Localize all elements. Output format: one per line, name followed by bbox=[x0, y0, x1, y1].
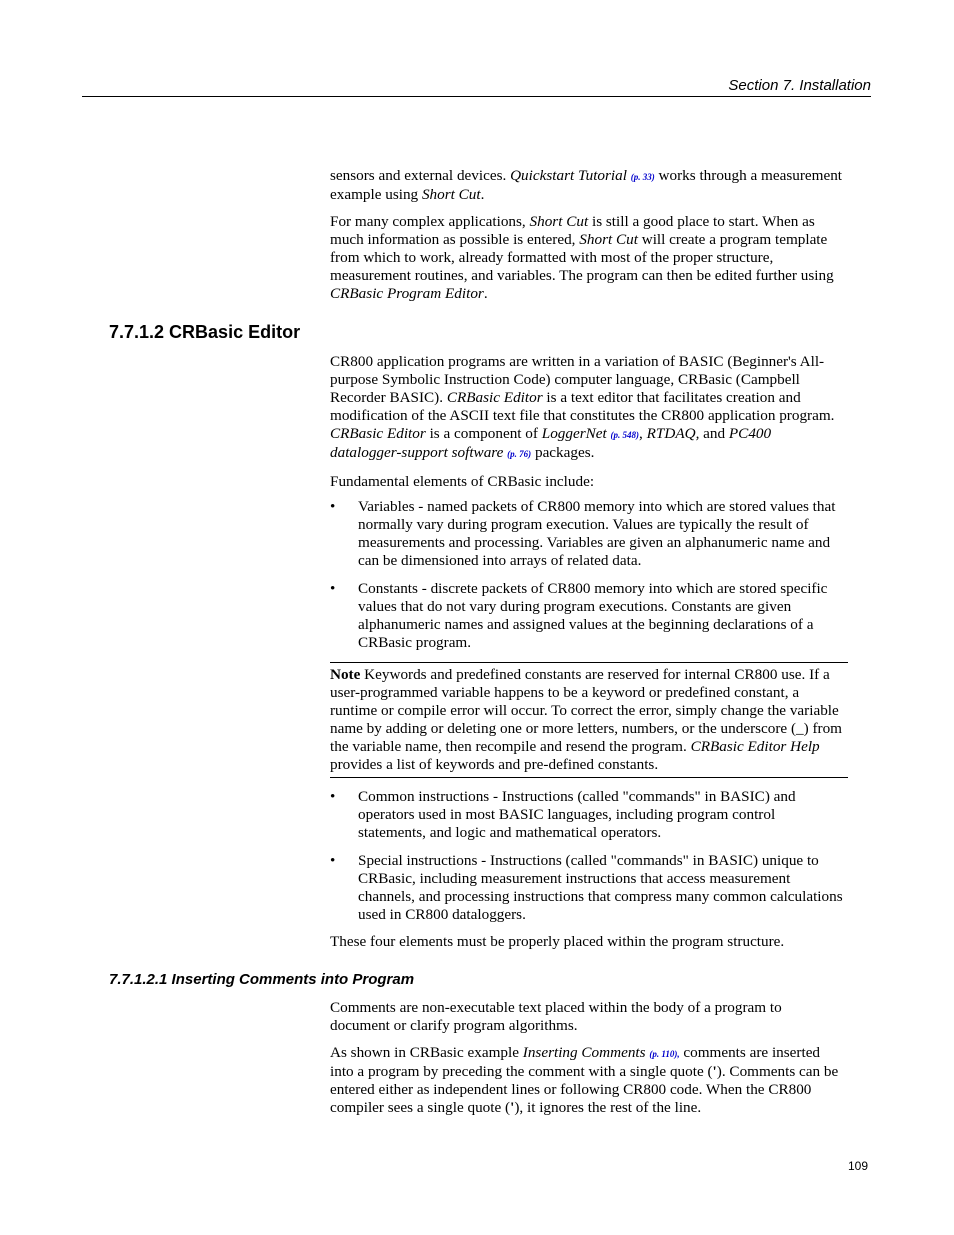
section-paragraph-1: CR800 application programs are written in a variation of BASIC (Beginner's All-purpose Symbolic Instruction Code) computer language, CRBasic (Campbell Recorder BASIC). CRBasic Editor is a text editor that facilitates creation and modification of the ASCII text file that constitutes the CR800 application program. CRBasic Editor is a component of LoggerNet (p. 548), RTDAQ, and PC400 datalogger-support software (p. 76) packages. bbox=[330, 353, 835, 461]
list-item-text: Variables - named packets of CR800 memory into which are stored values that normally vary during program execution. Values are typically the result of measurements and processing. Variables are given an alphanumeric name and can be dimensioned into arrays of related data. bbox=[358, 498, 836, 569]
list-item-text: Constants - discrete packets of CR800 memory into which are stored specific values that do not vary during program executions. Constants are given alphanumeric names and assigned values at the beginning declarations of a CRBasic program. bbox=[358, 580, 828, 651]
section-paragraph-2: Fundamental elements of CRBasic include: bbox=[330, 473, 595, 490]
page-ref-link[interactable]: (p. 76) bbox=[507, 449, 532, 459]
bullet-icon: • bbox=[330, 498, 336, 515]
page-number: 109 bbox=[848, 1159, 869, 1173]
intro-paragraph-1: sensors and external devices. Quickstart Tutorial (p. 33) works through a measurement example using Short Cut. bbox=[330, 167, 843, 203]
list-item-text: Common instructions - Instructions (called "commands" in BASIC) and operators used in most BASIC languages, including program control statements, and logic and mathematical operators. bbox=[358, 788, 796, 841]
section-body bbox=[330, 353, 845, 491]
intro-text bbox=[330, 167, 845, 303]
section-closing bbox=[330, 933, 845, 951]
page-ref-link[interactable]: (p. 33) bbox=[630, 172, 655, 182]
bullet-icon: • bbox=[330, 788, 336, 805]
intro-paragraph-2: For many complex applications, Short Cut is still a good place to start. When as much information as possible is entered, Short Cut will create a program template from which to work, already formatted with most of the proper structure, measurement routines, and variables. The program can then be edited further using CRBasic Program Editor. bbox=[330, 213, 834, 302]
note-box: Note Keywords and predefined constants are reserved for internal CR800 use. If a user-programmed variable happens to be a keyword or predefined constant, a runtime or compile error will occur. To correct the error, simply change the variable name by adding or deleting one or more letters, numbers, or the underscore (_) from the variable name, then recompile and resend the program. CRBasic Editor Help provides a list of keywords and pre-defined constants. bbox=[330, 662, 848, 778]
bullet-icon: • bbox=[330, 852, 336, 869]
subsection-paragraph-1: Comments are non-executable text placed within the body of a program to document or clarify program algorithms. bbox=[330, 999, 782, 1034]
page-ref-link[interactable]: (p. 110), bbox=[649, 1049, 680, 1059]
page-header bbox=[82, 74, 871, 97]
subsection-heading: 7.7.1.2.1 Inserting Comments into Program bbox=[109, 971, 415, 988]
subsection-paragraph-2: As shown in CRBasic example Inserting Comments (p. 110), comments are inserted into a program by preceding the comment with a single quote ('). Comments can be entered either as independent lines or following CR800 code. When the CR800 compiler sees a single quote ('), it ignores the rest of the line. bbox=[330, 1044, 839, 1116]
page-ref-link[interactable]: (p. 548) bbox=[610, 430, 640, 440]
bullet-icon: • bbox=[330, 580, 336, 597]
subsection-body bbox=[330, 999, 845, 1117]
list-item-text: Special instructions - Instructions (called "commands" in BASIC) unique to CRBasic, including measurement instructions that access measurement channels, and processing instructions that compress many common calculations used in CR800 dataloggers. bbox=[358, 852, 843, 923]
note-label: Note bbox=[330, 666, 361, 683]
section-title: Section 7. Installation bbox=[728, 77, 871, 94]
section-paragraph-3: These four elements must be properly placed within the program structure. bbox=[330, 933, 785, 950]
section-heading: 7.7.1.2 CRBasic Editor bbox=[109, 322, 301, 342]
